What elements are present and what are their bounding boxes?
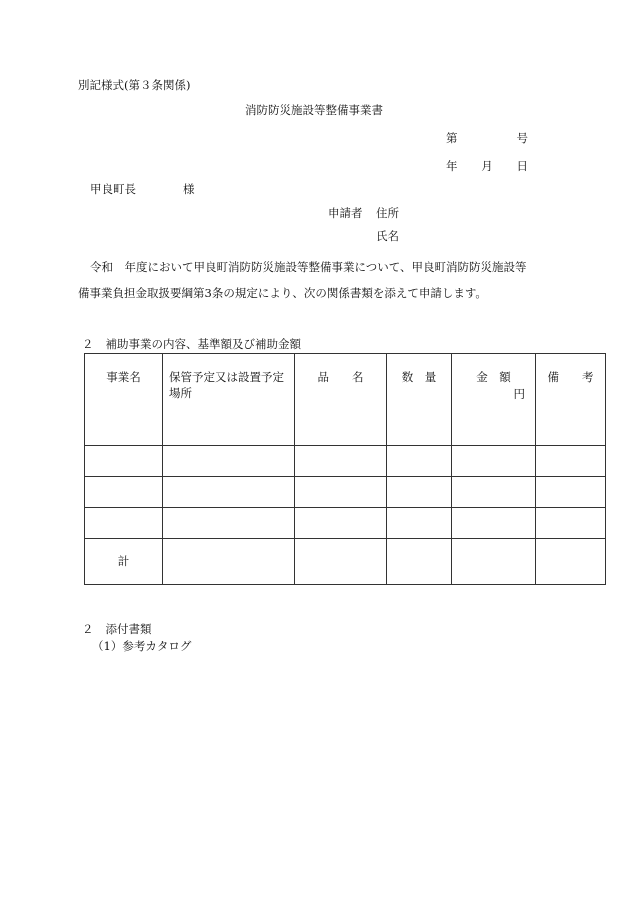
table-cell: [536, 539, 606, 585]
body-text-line1: 令和 年度において甲良町消防防災施設等整備事業について、甲良町消防防災施設等: [90, 260, 527, 274]
table-cell: [85, 508, 163, 539]
header-item: 品 名: [295, 354, 387, 446]
table-cell: [387, 477, 452, 508]
form-label: 別記様式(第３条関係): [78, 78, 191, 92]
table-cell: [387, 446, 452, 477]
document-title: 消防防災施設等整備事業書: [245, 103, 383, 117]
header-amount-unit: 円: [513, 387, 525, 401]
table-cell: [536, 446, 606, 477]
header-location: 保管予定又は設置予定場所: [163, 354, 295, 446]
addressee-honorific: 様: [183, 182, 195, 196]
total-label: 計: [85, 539, 163, 585]
addressee-name: 甲良町長: [90, 182, 136, 196]
table-cell: [295, 477, 387, 508]
table-cell: [387, 508, 452, 539]
header-amount-label: 金 額: [476, 370, 511, 384]
header-quantity: 数 量: [387, 354, 452, 446]
table-cell: [452, 539, 536, 585]
table-cell: [85, 446, 163, 477]
table-total-row: [85, 539, 606, 585]
section2-title: 添付書類: [105, 622, 152, 636]
table-cell: [295, 508, 387, 539]
table-cell: [387, 539, 452, 585]
table-cell: [295, 446, 387, 477]
body-text-line2: 備事業負担金取扱要綱第3条の規定により、次の関係書類を添えて申請します。: [78, 286, 487, 300]
date-month: 月: [481, 159, 493, 173]
date-line: [446, 161, 528, 173]
header-amount: [452, 354, 536, 446]
attachment-item: （1）参考カタログ: [92, 639, 192, 653]
table-cell: [536, 508, 606, 539]
section2-heading: [82, 624, 152, 636]
header-remarks: 備 考: [536, 354, 606, 446]
number-prefix: 第: [446, 131, 458, 145]
table-cell: [452, 477, 536, 508]
table-row: [85, 446, 606, 477]
table-cell: [85, 477, 163, 508]
address-label: 住所: [376, 206, 399, 220]
date-year: 年: [446, 159, 458, 173]
table-row: [85, 508, 606, 539]
subsidy-table: [84, 353, 606, 585]
table-cell: [163, 508, 295, 539]
section2-number: ２: [82, 622, 94, 636]
number-line: [446, 133, 528, 145]
section1-number: ２: [82, 337, 94, 351]
table-header-row: [85, 354, 606, 446]
number-suffix: 号: [516, 131, 528, 145]
name-label: 氏名: [376, 229, 399, 243]
table-cell: [452, 508, 536, 539]
table-cell: [536, 477, 606, 508]
table-cell: [295, 539, 387, 585]
table-cell: [163, 539, 295, 585]
table-cell: [163, 446, 295, 477]
date-day: 日: [516, 159, 528, 173]
applicant-label: 申請者: [328, 206, 363, 220]
table-cell: [163, 477, 295, 508]
table-row: [85, 477, 606, 508]
section1-title: 補助事業の内容、基準額及び補助金額: [105, 337, 301, 351]
section1-heading: [82, 339, 301, 351]
header-project: 事業名: [85, 354, 163, 446]
table-cell: [452, 446, 536, 477]
